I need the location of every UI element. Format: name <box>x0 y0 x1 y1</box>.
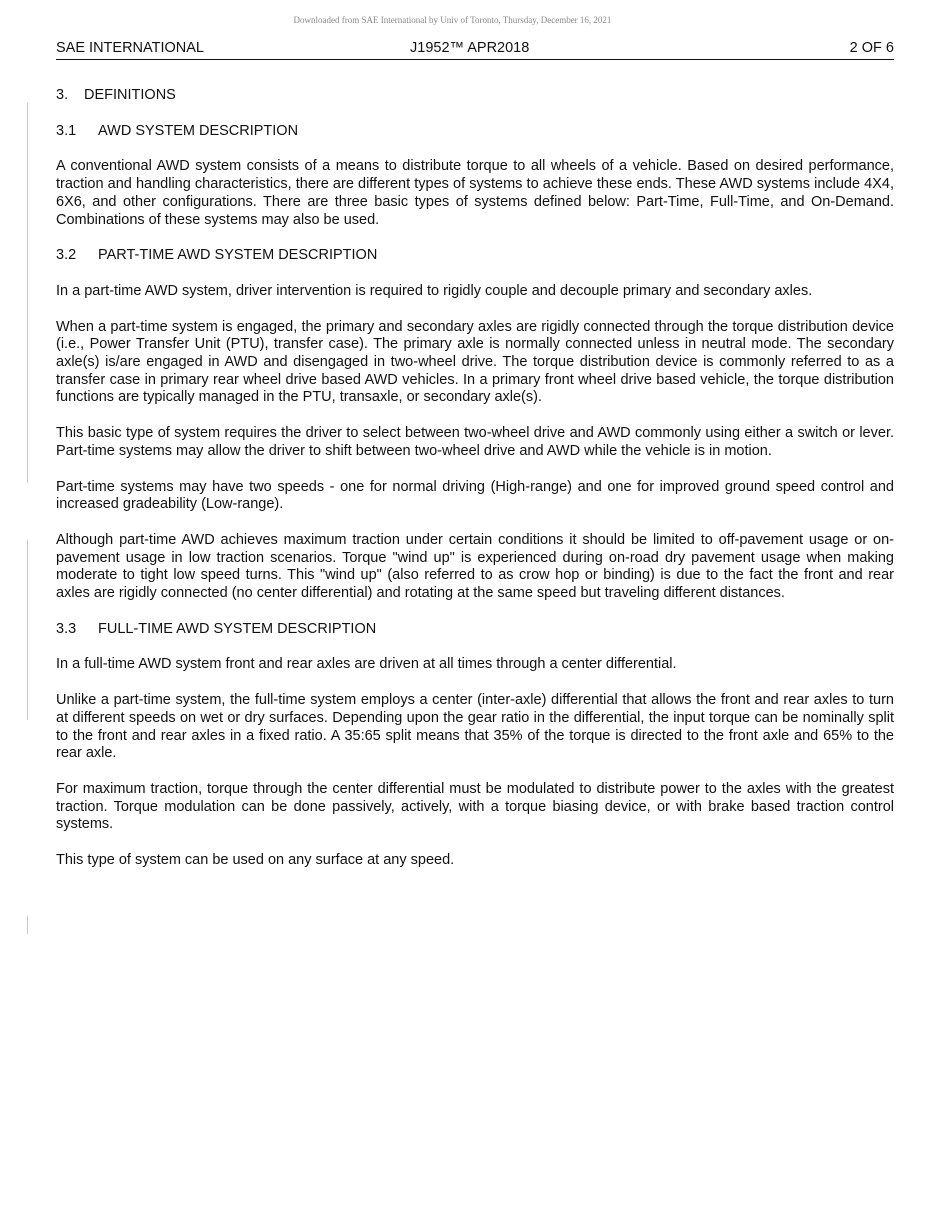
section-title: DEFINITIONS <box>84 87 176 103</box>
section-number: 3.2 <box>56 247 77 264</box>
change-bar <box>27 540 28 720</box>
paragraph: In a part-time AWD system, driver intervention is required to rigidly couple and decouple primary and secondary axles. <box>56 282 813 299</box>
paragraph: When a part-time system is engaged, the primary and secondary axles are rigidly connected through the torque distribution device (i.e., Power Transfer Unit (PTU), transfer case). The primary axle is normally connected unless in neutral mode. The secondary axle(s) is/are engaged in AWD and disengaged in two-wheel drive. The torque distribution device is commonly referred to as a transfer case in primary rear wheel drive based AWD vehicles. In a primary front wheel drive based vehicle, the torque distribution functions are typically managed in the PTU, transaxle, or secondary axle(s). <box>56 318 894 406</box>
paragraph: This type of system can be used on any surface at any speed. <box>56 852 455 869</box>
change-bar <box>27 103 28 483</box>
section-number: 3. <box>56 87 69 103</box>
header-page-number: 2 OF 6 <box>849 40 894 56</box>
page-header <box>56 38 894 60</box>
paragraph: In a full-time AWD system front and rear axles are driven at all times through a center differential. <box>56 656 677 673</box>
section-title: FULL-TIME AWD SYSTEM DESCRIPTION <box>98 620 377 637</box>
header-doc-id: J1952™ APR2018 <box>410 40 530 56</box>
paragraph: Unlike a part-time system, the full-time system employs a center (inter-axle) differential that allows the front and rear axles to turn at different speeds on wet or dry surfaces. Depending upon the gear ratio in the differential, the input torque can be nominally split to the front and rear axles in a fixed ratio. A 35:65 split means that 35% of the torque is directed to the front axle and 65% to the rear axle. <box>56 692 894 762</box>
section-3-3-heading <box>56 621 894 639</box>
paragraph: A conventional AWD system consists of a means to distribute torque to all wheels of a vehicle. Based on desired performance, traction and handling characteristics, there are different types of systems to achieve these ends. These AWD systems include 4X4, 6X6, and other configurations. There are three basic types of systems defined below: Part-Time, Full-Time, and On-Demand. Combinations of these systems may also be used. <box>56 158 894 228</box>
paragraph: Although part-time AWD achieves maximum traction under certain conditions it should be limited to off-pavement usage or on-pavement usage in low traction scenarios. Torque "wind up" is experienced during on-road dry pavement usage when making moderate to tight low speed turns. This "wind up" (also referred to as crow hop or binding) is due to the fact the front and rear axles are rigidly connected (no center differential) and rotating at the same speed but traveling different distances. <box>56 531 894 602</box>
section-number: 3.3 <box>56 620 77 637</box>
paragraph: This basic type of system requires the driver to select between two-wheel drive and AWD commonly using either a switch or lever. Part-time systems may allow the driver to shift between two-wheel drive and AWD while the vehicle is in motion. <box>56 425 894 459</box>
header-org: SAE INTERNATIONAL <box>56 40 204 56</box>
download-watermark: Downloaded from SAE International by Univ of Toronto, Thursday, December 16, 2021 <box>293 15 612 25</box>
section-3-2-heading <box>56 247 894 265</box>
section-title: PART-TIME AWD SYSTEM DESCRIPTION <box>98 247 378 264</box>
section-3-heading <box>56 87 894 105</box>
section-3-1-heading <box>56 123 894 141</box>
paragraph: Part-time systems may have two speeds - one for normal driving (High-range) and one for improved ground speed control and increased gradeability (Low-range). <box>56 478 894 513</box>
paragraph: For maximum traction, torque through the center differential must be modulated to distribute power to the axles with the greatest traction. Torque modulation can be done passively, actively, with a torque biasing device, or with brake based traction control systems. <box>56 780 894 833</box>
document-body <box>56 87 894 870</box>
section-number: 3.1 <box>56 122 77 139</box>
change-bar <box>27 916 28 934</box>
section-title: AWD SYSTEM DESCRIPTION <box>98 122 299 139</box>
